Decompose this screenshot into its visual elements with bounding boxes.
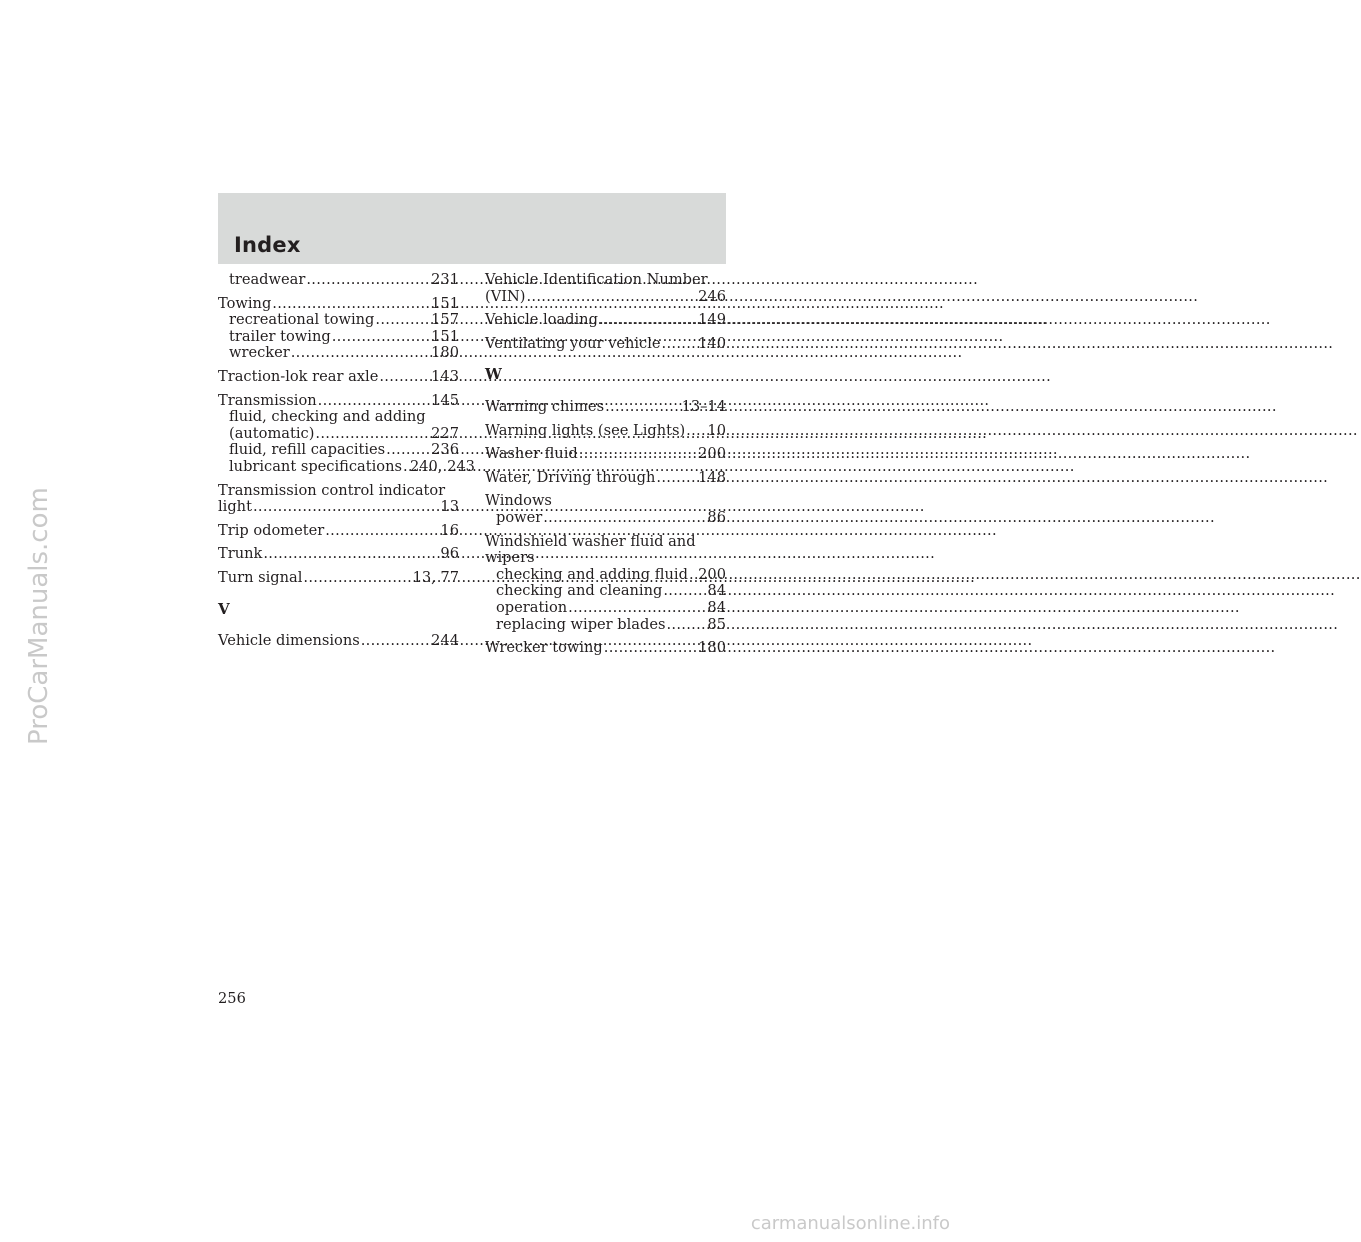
dot-leader (253, 499, 439, 516)
index-line (218, 296, 459, 313)
dot-leader (379, 369, 430, 386)
page-ref: 200 (698, 445, 726, 463)
entry-text: Washer fluid (485, 445, 578, 463)
entry-text: Warning chimes (485, 397, 605, 415)
page-ref: 227 (431, 424, 459, 442)
dot-leader (663, 583, 706, 600)
entry-text: trailer towing (229, 327, 331, 345)
entry-text: lubricant specifications (229, 457, 402, 475)
index-line (485, 312, 726, 329)
index-line (485, 600, 726, 617)
index-entry (485, 312, 726, 329)
index-entry (218, 570, 459, 587)
entry-text: Trunk (218, 545, 263, 563)
entry-text: Warning lights (see Lights) (485, 421, 686, 439)
index-line (485, 567, 726, 584)
dot-leader (361, 633, 430, 650)
entry-text: Water, Driving through (485, 468, 656, 486)
entry-text: Ventilating your vehicle (485, 334, 661, 352)
entry-text: Windows (485, 492, 552, 510)
dot-leader (604, 640, 697, 657)
index-line (218, 457, 475, 476)
index-line (485, 534, 726, 551)
entry-text: recreational towing (229, 311, 375, 329)
index-line (218, 272, 459, 289)
entry-text: Turn signal (218, 568, 303, 586)
dot-leader (689, 567, 697, 584)
index-line (218, 499, 459, 516)
dot-leader (272, 296, 430, 313)
index-column-right (485, 272, 726, 664)
dot-leader (306, 272, 430, 289)
page-ref: 13 (440, 498, 459, 516)
index-line (218, 546, 459, 563)
index-line (218, 442, 459, 459)
entry-text: (automatic) (229, 424, 315, 442)
section-letter-w: W (485, 365, 502, 384)
entry-text: (VIN) (485, 287, 526, 305)
dot-leader (403, 459, 409, 476)
page-ref: 180 (431, 344, 459, 362)
dot-leader (686, 423, 706, 440)
page-ref: 240, 243 (409, 457, 475, 475)
index-line (218, 570, 459, 587)
dot-leader (375, 312, 430, 329)
entry-text: wrecker (229, 344, 290, 362)
side-watermark: ProCarManuals.com (24, 487, 54, 745)
entry-text: Vehicle Identification Number (485, 271, 708, 288)
page-ref: 200 (698, 565, 726, 583)
page-ref: 13, 77 (412, 568, 459, 586)
entry-text: checking and cleaning (496, 582, 663, 600)
dot-leader (656, 470, 697, 487)
page-ref: 157 (431, 311, 459, 329)
index-line (218, 345, 459, 362)
index-entry (485, 446, 726, 463)
dot-leader (579, 446, 697, 463)
index-line (218, 409, 459, 426)
index-line (485, 272, 726, 289)
dot-leader (599, 312, 697, 329)
page-ref: 96 (440, 545, 459, 563)
page-ref: 148 (698, 468, 726, 486)
index-line (218, 329, 459, 346)
index-entry (485, 423, 726, 440)
section-letter-v: V (218, 599, 230, 618)
index-line (218, 633, 459, 650)
index-entry (218, 483, 459, 516)
index-line (218, 393, 459, 410)
entry-text: wipers (485, 549, 535, 567)
page-ref: 84 (707, 582, 726, 600)
entry-text: checking and adding fluid (496, 565, 688, 583)
entry-text: power (496, 508, 543, 526)
index-line (485, 470, 726, 487)
dot-leader (291, 345, 430, 362)
entry-text: Wrecker towing (485, 639, 603, 657)
dot-leader (662, 336, 698, 353)
page-ref: 151 (431, 327, 459, 345)
page-ref: 231 (431, 271, 459, 288)
page-ref: 244 (431, 632, 459, 650)
page-ref: 140 (698, 334, 726, 352)
index-line (485, 399, 726, 416)
entry-text: Windshield washer fluid and (485, 532, 696, 550)
dot-leader (386, 442, 430, 459)
index-line (485, 423, 726, 440)
index-line (485, 336, 726, 353)
index-entry (485, 272, 726, 305)
page-ref: 143 (431, 367, 459, 385)
index-entry (218, 369, 459, 386)
entry-text: Towing (218, 294, 272, 312)
index-line (218, 426, 459, 443)
index-entry (218, 391, 475, 476)
index-line (218, 312, 459, 329)
entry-text: light (218, 498, 252, 516)
page-ref: 246 (698, 287, 726, 305)
index-line (485, 446, 726, 463)
page-ref: 236 (431, 441, 459, 459)
index-line (485, 640, 726, 657)
index-entry (218, 633, 459, 650)
index-line (485, 510, 726, 527)
entry-text: fluid, refill capacities (229, 441, 386, 459)
dot-leader (568, 600, 706, 617)
entry-text: treadwear (229, 271, 306, 288)
dot-leader (332, 329, 430, 346)
entry-text: Vehicle dimensions (218, 632, 360, 650)
index-entry (485, 470, 726, 487)
index-line (485, 493, 726, 510)
index-entry (485, 493, 726, 526)
dot-leader (315, 426, 430, 443)
page-ref: 84 (707, 598, 726, 616)
entry-text: Vehicle loading (485, 311, 598, 329)
page-ref: 151 (431, 294, 459, 312)
dot-leader (318, 393, 431, 410)
index-line (218, 483, 459, 500)
page-ref: 16 (440, 521, 459, 539)
index-entry (218, 546, 459, 563)
index-line (485, 550, 726, 567)
index-entry (485, 399, 726, 416)
index-line (485, 617, 726, 634)
page-ref: 145 (431, 391, 459, 409)
page-ref: 10 (707, 421, 726, 439)
page-number: 256 (218, 990, 246, 1007)
page-ref: 149 (698, 311, 726, 329)
entry-text: Traction-lok rear axle (218, 367, 379, 385)
entry-text: Transmission (218, 391, 317, 409)
index-line (218, 369, 459, 386)
index-line (485, 289, 726, 306)
index-column-left (218, 271, 475, 657)
entry-text: Trip odometer (218, 521, 325, 539)
dot-leader (263, 546, 439, 563)
dot-leader (325, 523, 439, 540)
page-ref: 180 (698, 639, 726, 657)
dot-leader (666, 617, 706, 634)
index-line (485, 583, 726, 600)
page-ref: 85 (707, 615, 726, 633)
entry-text: replacing wiper blades (496, 615, 666, 633)
entry-text: Transmission control indicator (218, 481, 446, 499)
index-entry (485, 640, 726, 657)
entry-text: fluid, checking and adding (229, 408, 426, 426)
page-ref: 86 (707, 508, 726, 526)
index-entry (485, 336, 726, 353)
bottom-watermark: carmanualsonline.info (750, 1213, 950, 1234)
index-line (218, 523, 459, 540)
index-entry (485, 534, 726, 634)
dot-leader (605, 399, 681, 416)
index-entry (218, 272, 459, 289)
entry-text: operation (496, 598, 568, 616)
section-header (218, 193, 726, 264)
dot-leader (303, 570, 411, 587)
dot-leader (543, 510, 706, 527)
section-title: Index (234, 233, 301, 257)
index-entry (218, 523, 459, 540)
page-ref: 13–14 (681, 397, 726, 415)
dot-leader (526, 289, 697, 306)
index-entry (218, 296, 459, 362)
